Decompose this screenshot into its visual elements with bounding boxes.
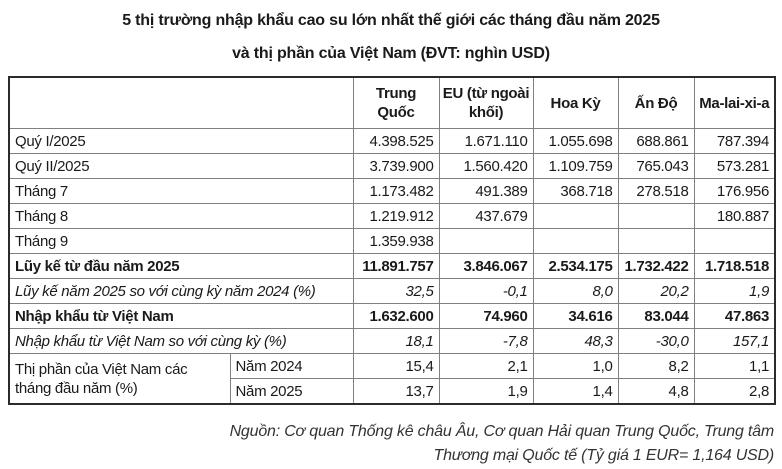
cell: 8,2 — [618, 354, 694, 379]
table-row-quy-1 — [9, 129, 775, 154]
row-label: Quý I/2025 — [9, 129, 353, 154]
cell: 11.891.757 — [353, 254, 439, 279]
cell: 1.109.759 — [533, 154, 618, 179]
cell: 176.956 — [694, 179, 775, 204]
cell: 688.861 — [618, 129, 694, 154]
cell: 4.398.525 — [353, 129, 439, 154]
cell: 1.219.912 — [353, 204, 439, 229]
year-label: Năm 2024 — [230, 354, 353, 379]
cell: 2,1 — [439, 354, 533, 379]
cell: 1,9 — [694, 279, 775, 304]
cell — [618, 204, 694, 229]
cell: -30,0 — [618, 329, 694, 354]
col-header-eu: EU (từ ngoài khối) — [439, 77, 533, 129]
cell: 1.055.698 — [533, 129, 618, 154]
row-label: Nhập khẩu từ Việt Nam — [9, 304, 353, 329]
source-line-2: Thương mại Quốc tế (Tỷ giá 1 EUR= 1,164 USD) — [433, 447, 774, 464]
cell: 368.718 — [533, 179, 618, 204]
cell: 20,2 — [618, 279, 694, 304]
cell: 1.173.482 — [353, 179, 439, 204]
cell: 34.616 — [533, 304, 618, 329]
row-label: Tháng 8 — [9, 204, 353, 229]
cell: 47.863 — [694, 304, 775, 329]
table-row-thang-7 — [9, 179, 775, 204]
cell: 1,9 — [439, 379, 533, 405]
cell: 787.394 — [694, 129, 775, 154]
table-row-nhap-khau-vn — [9, 304, 775, 329]
cell: 1,1 — [694, 354, 775, 379]
cell: 3.846.067 — [439, 254, 533, 279]
table-row-quy-2 — [9, 154, 775, 179]
row-label: Lũy kế từ đầu năm 2025 — [9, 254, 353, 279]
cell: 8,0 — [533, 279, 618, 304]
year-label: Năm 2025 — [230, 379, 353, 405]
cell: 1.359.938 — [353, 229, 439, 254]
cell: 157,1 — [694, 329, 775, 354]
cell: 4,8 — [618, 379, 694, 405]
cell: -7,8 — [439, 329, 533, 354]
row-label: Lũy kế năm 2025 so với cùng kỳ năm 2024 (%) — [9, 279, 353, 304]
empty-corner-cell — [9, 77, 353, 129]
cell — [618, 229, 694, 254]
row-label: Nhập khẩu từ Việt Nam so với cùng kỳ (%) — [9, 329, 353, 354]
table-row-thi-phan-2024 — [9, 354, 775, 379]
cell: 491.389 — [439, 179, 533, 204]
rubber-import-table — [8, 76, 776, 405]
source-line-1: Nguồn: Cơ quan Thống kê châu Âu, Cơ quan Hải quan Trung Quốc, Trung tâm — [229, 423, 774, 440]
cell: 2.534.175 — [533, 254, 618, 279]
cell — [694, 229, 775, 254]
cell — [533, 229, 618, 254]
cell: -0,1 — [439, 279, 533, 304]
row-label: Tháng 7 — [9, 179, 353, 204]
cell: 437.679 — [439, 204, 533, 229]
title-line-1: 5 thị trường nhập khẩu cao su lớn nhất thế giới các tháng đầu năm 2025 — [122, 12, 660, 29]
cell: 83.044 — [618, 304, 694, 329]
cell: 1.732.422 — [618, 254, 694, 279]
row-label: Quý II/2025 — [9, 154, 353, 179]
row-label: Tháng 9 — [9, 229, 353, 254]
table-row-thang-8 — [9, 204, 775, 229]
cell: 15,4 — [353, 354, 439, 379]
cell: 74.960 — [439, 304, 533, 329]
table-row-nhap-khau-vn-pct — [9, 329, 775, 354]
cell — [439, 229, 533, 254]
col-header-hoa-ky: Hoa Kỳ — [533, 77, 618, 129]
cell: 18,1 — [353, 329, 439, 354]
page-title — [0, 0, 782, 76]
cell: 278.518 — [618, 179, 694, 204]
cell: 48,3 — [533, 329, 618, 354]
cell: 1.560.420 — [439, 154, 533, 179]
table-row-luy-ke — [9, 254, 775, 279]
cell: 2,8 — [694, 379, 775, 405]
source-note — [0, 420, 782, 468]
cell: 1.671.110 — [439, 129, 533, 154]
cell: 573.281 — [694, 154, 775, 179]
share-group-label: Thị phần của Việt Nam các tháng đầu năm (%) — [9, 354, 230, 405]
cell: 3.739.900 — [353, 154, 439, 179]
table-row-luy-ke-pct — [9, 279, 775, 304]
header-row — [9, 77, 775, 129]
col-header-ma-lai-xi-a: Ma-lai-xi-a — [694, 77, 775, 129]
cell: 180.887 — [694, 204, 775, 229]
cell: 1,4 — [533, 379, 618, 405]
cell: 1,0 — [533, 354, 618, 379]
cell: 32,5 — [353, 279, 439, 304]
col-header-an-do: Ấn Độ — [618, 77, 694, 129]
title-line-2: và thị phần của Việt Nam (ĐVT: nghìn USD) — [232, 45, 550, 62]
cell — [533, 204, 618, 229]
cell: 765.043 — [618, 154, 694, 179]
cell: 1.718.518 — [694, 254, 775, 279]
table-row-thang-9 — [9, 229, 775, 254]
col-header-trung-quoc: Trung Quốc — [353, 77, 439, 129]
cell: 13,7 — [353, 379, 439, 405]
cell: 1.632.600 — [353, 304, 439, 329]
